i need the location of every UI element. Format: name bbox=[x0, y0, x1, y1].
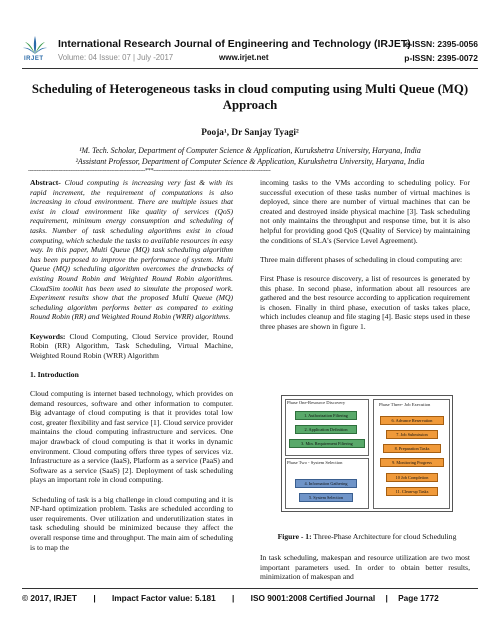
phase-three-label: Phase Three- Job Execution bbox=[379, 402, 431, 407]
keywords bbox=[30, 332, 233, 361]
journal-url[interactable]: www.irjet.net bbox=[219, 53, 269, 62]
step-2-box: 2. Application Definition bbox=[295, 425, 357, 434]
eissn: e-ISSN: 2395-0056 bbox=[404, 39, 478, 49]
intro-paragraph-2: Scheduling of task is a big challenge in cloud computing and it is NP-hard optimization problem. Tasks are scheduled according to user requirements. Over utilization and underutilization states in task scheduling should be minimized because they affect the overall response time and throughput. The main aim of scheduling is to map the bbox=[30, 494, 233, 552]
right-paragraph-1: incoming tasks to the VMs according to scheduling policy. For successful execution of these tasks number of virtual machines is deployed, since there are number of virtual machines that can be created and destroyed inside physical machine [3]. Task scheduling not only maintains the throughput and response time, but it is also helpful for providing good QoS (Quality of Service) by maintaining the conditions of SLA's (Service Level Agreement). bbox=[260, 178, 470, 245]
introduction-heading: 1. Introduction bbox=[30, 369, 79, 379]
step-5-box: 5. System Selection bbox=[299, 493, 353, 502]
footer-page-number: Page 1772 bbox=[398, 593, 439, 603]
logo-text: IRJET bbox=[24, 56, 44, 62]
header-rule bbox=[22, 68, 478, 69]
right-column bbox=[260, 178, 470, 341]
pissn: p-ISSN: 2395-0072 bbox=[404, 53, 478, 63]
page-footer: © 2017, IRJET | Impact Factor value: 5.181 | ISO 9001:2008 Certified Journal | Page 1772 bbox=[22, 593, 439, 603]
step-10-box: 10 Job Completion bbox=[386, 473, 438, 482]
paper-authors: Pooja¹, Dr Sanjay Tyagi² bbox=[201, 128, 299, 138]
step-9-box: 9. Monitoring Progress bbox=[380, 458, 444, 467]
right-paragraph-2: Three main different phases of scheduling in cloud computing are: bbox=[260, 254, 463, 264]
phase-two-label: Phase Two - System Selection bbox=[287, 460, 343, 465]
step-4-box: 4. Information Gathering bbox=[295, 479, 357, 488]
journal-name: International Research Journal of Engineering and Technology (IRJET) bbox=[58, 38, 411, 50]
step-3-box: 3. Min. Requirement Filtering bbox=[289, 439, 365, 448]
paper-title: Scheduling of Heterogeneous tasks in cloud computing using Multi Queue (MQ) Approach bbox=[31, 82, 469, 112]
affiliation-2: ²Assistant Professor, Department of Computer Science & Application, Kurukshetra University, Haryana, India bbox=[75, 157, 425, 166]
phase-one-label: Phase One-Resource Discovery bbox=[287, 400, 346, 405]
section-separator: ---------------------------------------------------------------------***--------------------------------------------------------------------- bbox=[28, 168, 271, 174]
step-1-box: 1. Authorization Filtering bbox=[295, 411, 357, 420]
step-7-box: 7. Job Submission bbox=[386, 430, 438, 439]
keywords-label: Keywords: bbox=[30, 331, 66, 341]
step-11-box: 11. Clean-up Tasks bbox=[386, 487, 438, 496]
left-column bbox=[30, 178, 233, 562]
abstract-text: Cloud computing is increasing very fast & with its rapid increment, the requirement of computations is also increasing in cloud environment. There are multiple issues that exist in cloud environment like quality of services (QoS) requirement, minimum energy consumption and scheduling of tasks. Number of task scheduling algorithms exist in cloud computing, which schedule the tasks to available resources in easy way. In this paper, Multi Queue (MQ) task scheduling algorithm has been purposed to improve the performance of system. Multi Queue (MQ) scheduling algorithm overcomes the drawbacks of existing Round Robin and Weighted Round Robin algorithms. CloudSim toolkit has been used to simulate the proposed work. Experiment results show that the proposed Multi Queue (MQ) scheduling algorithm performs better as compared to exiting Round Robin (RR) and Weighted Round Robin (WRR) algorithms. bbox=[30, 178, 233, 322]
caption-text: Three-Phase Architecture for cloud Scheduling bbox=[311, 532, 457, 541]
footer-iso: ISO 9001:2008 Certified Journal bbox=[250, 593, 376, 603]
right-paragraph-4: In task scheduling, makespan and resource utilization are two most important parameters used. In order to obtain better results, minimization of makespan and bbox=[260, 553, 470, 582]
intro-paragraph-1: Cloud computing is internet based technology, which provides on demand resources, software and other information to computer. Big advantage of cloud computing is that it provides total low cost, greater flexibility and fast service [1]. Cloud service provider maintains the cloud computing infrastructure and services. One major drawback of cloud computing is that it works in dynamic environment. Cloud computing offers three types of services viz. Infrastructure as a service (IaaS), Platform as a service (PaaS) and Software as a service (SaaS) [2]. Deployment of task scheduling plays an important role in cloud computing. bbox=[30, 389, 233, 485]
figure-caption bbox=[262, 532, 472, 541]
right-paragraph-3: First Phase is resource discovery, a list of resources is generated by this phase. In second phase, information about all resources are gathered and the best resource according to application requirement is chosen. Finally in third phase, execution of tasks takes place, which includes cleanup and file staging [4]. Basic steps used in these three phases are shown in figure 1. bbox=[260, 273, 470, 331]
three-phase-figure bbox=[281, 395, 453, 512]
abstract-label: Abstract- bbox=[30, 178, 61, 187]
volume-info: Volume: 04 Issue: 07 | July -2017 bbox=[58, 53, 174, 62]
caption-label: Figure - 1: bbox=[277, 532, 312, 541]
step-8-box: 8. Preparation Tasks bbox=[383, 444, 441, 453]
footer-copyright: © 2017, IRJET bbox=[22, 593, 77, 603]
step-6-box: 6. Advance Reservation bbox=[380, 416, 444, 425]
affiliation-1: ¹M. Tech. Scholar, Department of Computer Science & Application, Kurukshetra University, Haryana, India bbox=[79, 146, 421, 155]
keywords-text: Cloud Computing, Cloud Service provider, Round Robin (RR) Algorithm, Task Scheduling, Virtual Machine, Weighted Round Robin (WRR) Algorithm bbox=[30, 331, 233, 360]
journal-header bbox=[22, 34, 478, 66]
footer-impact-factor: Impact Factor value: 5.181 bbox=[111, 593, 216, 603]
abstract bbox=[30, 178, 233, 322]
footer-rule bbox=[22, 588, 478, 589]
